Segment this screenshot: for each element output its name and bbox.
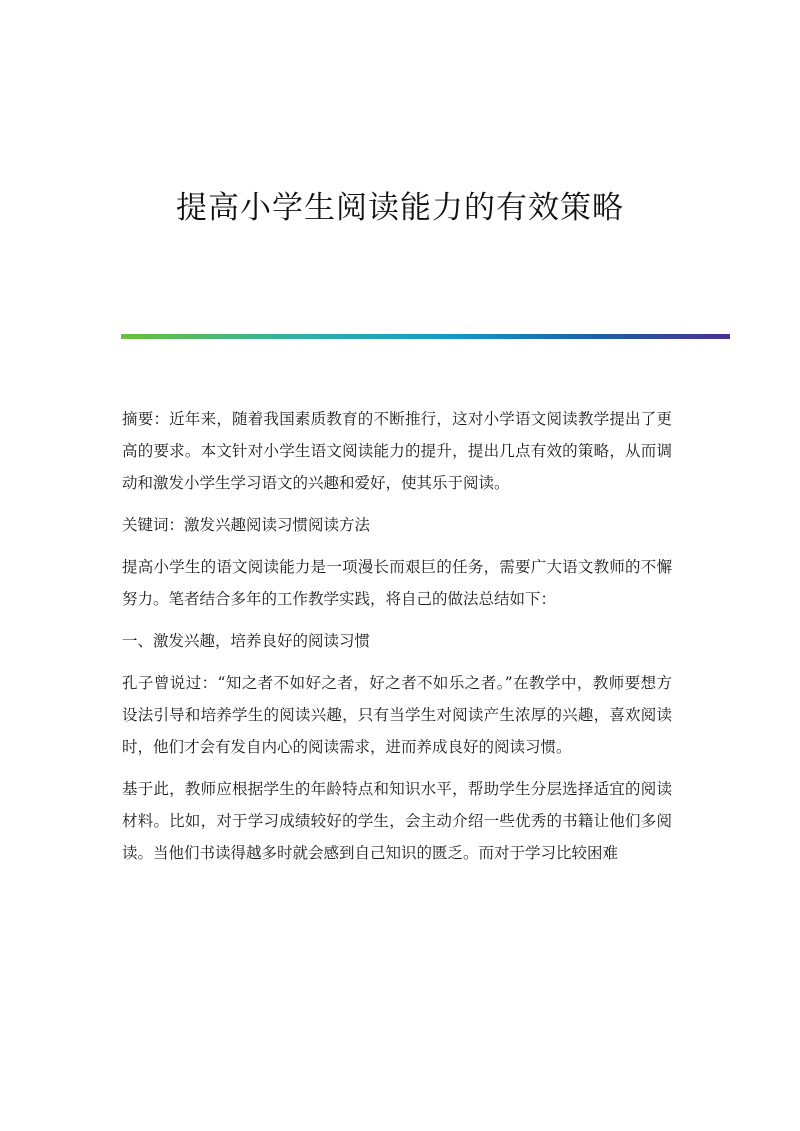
keywords-paragraph: 关键词：激发兴趣阅读习惯阅读方法 — [122, 516, 371, 534]
body-paragraph: 基于此，教师应根据学生的年龄特点和知识水平，帮助学生分层选择适宜的阅读材料。比如，对于学习成绩较好的学生，会主动介绍一些优秀的书籍让他们多阅读。当他们书读得越多时就会感到自己知识的匮乏。而对于学习比较困难 — [122, 780, 672, 862]
title-divider — [121, 334, 730, 339]
section-heading: 一、激发兴趣，培养良好的阅读习惯 — [122, 632, 371, 650]
document-body — [122, 403, 672, 879]
page-title: 提高小学生阅读能力的有效策略 — [176, 190, 624, 226]
intro-paragraph: 提高小学生的语文阅读能力是一项漫长而艰巨的任务，需要广大语文教师的不懈努力。笔者结合多年的工作教学实践，将自己的做法总结如下： — [122, 558, 672, 608]
body-paragraph: 孔子曾说过：“知之者不如好之者，好之者不如乐之者。”在教学中，教师要想方设法引导和培养学生的阅读兴趣，只有当学生对阅读产生浓厚的兴趣，喜欢阅读时，他们才会有发自内心的阅读需求，进而养成良好的阅读习惯。 — [122, 674, 672, 756]
abstract-paragraph: 摘要：近年来，随着我国素质教育的不断推行，这对小学语文阅读教学提出了更高的要求。本文针对小学生语文阅读能力的提升，提出几点有效的策略，从而调动和激发小学生学习语文的兴趣和爱好，使其乐于阅读。 — [122, 410, 672, 492]
